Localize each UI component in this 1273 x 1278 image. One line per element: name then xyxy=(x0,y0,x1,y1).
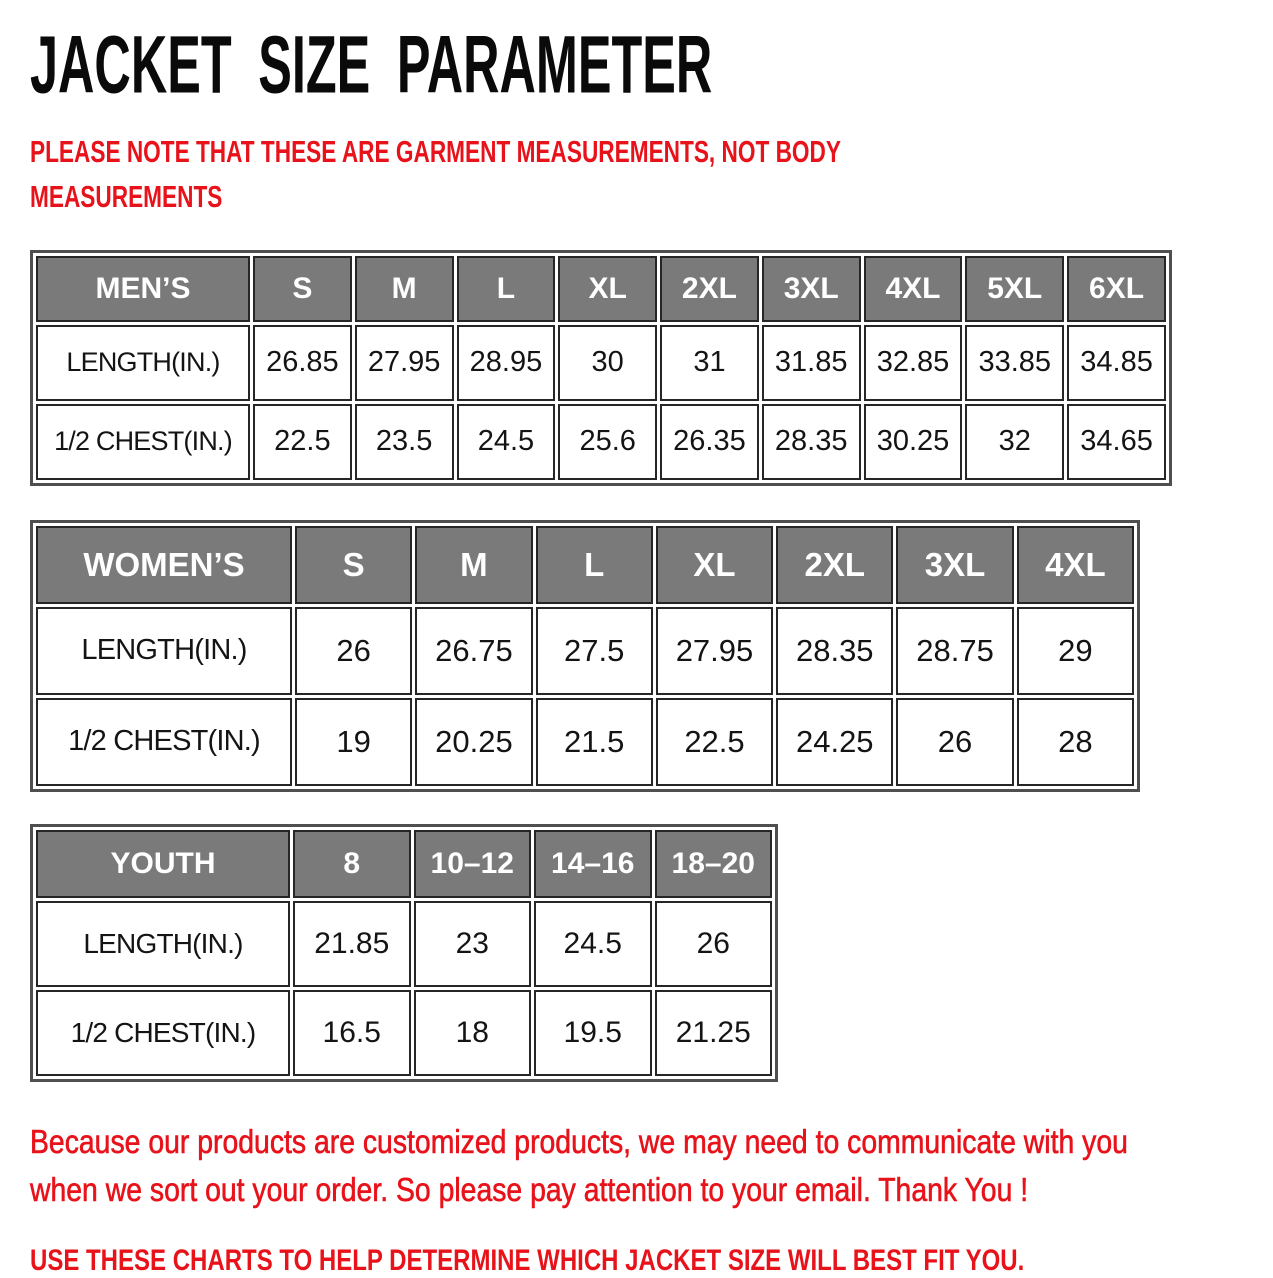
size-value-cell: 28 xyxy=(1017,698,1134,786)
size-value-cell: 20.25 xyxy=(415,698,532,786)
size-value-cell: 24.25 xyxy=(776,698,893,786)
size-value-cell: 34.85 xyxy=(1067,325,1166,401)
size-value-cell: 28.75 xyxy=(896,607,1013,695)
size-value-cell: 26.85 xyxy=(253,325,352,401)
size-column-header: M xyxy=(355,256,454,322)
youth-corner-label: YOUTH xyxy=(36,830,290,898)
page-title: JACKET SIZE PARAMETER xyxy=(30,18,713,110)
row-label: LENGTH(IN.) xyxy=(36,607,292,695)
size-value-cell: 19.5 xyxy=(534,990,652,1076)
custom-order-note: Because our products are customized products, we may need to communicate with you when we sort out your order. So please pay attention to your email. Thank You ! xyxy=(30,1122,1128,1208)
size-value-cell: 26 xyxy=(896,698,1013,786)
youth-data-row xyxy=(36,990,772,1076)
size-value-cell: 34.65 xyxy=(1067,404,1166,480)
mens-data-row xyxy=(36,325,1166,401)
size-column-header: 4XL xyxy=(864,256,963,322)
size-value-cell: 26 xyxy=(655,901,773,987)
size-value-cell: 29 xyxy=(1017,607,1134,695)
size-value-cell: 31.85 xyxy=(762,325,861,401)
size-column-header: 8 xyxy=(293,830,411,898)
size-value-cell: 28.95 xyxy=(457,325,556,401)
size-column-header: XL xyxy=(656,526,773,604)
size-value-cell: 27.95 xyxy=(656,607,773,695)
size-value-cell: 30.25 xyxy=(864,404,963,480)
size-value-cell: 23 xyxy=(414,901,532,987)
womens-data-row xyxy=(36,698,1134,786)
size-column-header: 3XL xyxy=(762,256,861,322)
womens-corner-label: WOMEN’S xyxy=(36,526,292,604)
row-label: 1/2 CHEST(IN.) xyxy=(36,698,292,786)
size-column-header: 4XL xyxy=(1017,526,1134,604)
size-value-cell: 24.5 xyxy=(457,404,556,480)
size-value-cell: 26.75 xyxy=(415,607,532,695)
size-value-cell: 21.85 xyxy=(293,901,411,987)
size-column-header: XL xyxy=(558,256,657,322)
mens-size-table xyxy=(30,250,1172,486)
size-value-cell: 28.35 xyxy=(762,404,861,480)
womens-data-row xyxy=(36,607,1134,695)
size-column-header: M xyxy=(415,526,532,604)
size-value-cell: 21.5 xyxy=(536,698,653,786)
size-value-cell: 32.85 xyxy=(864,325,963,401)
size-value-cell: 32 xyxy=(965,404,1064,480)
size-column-header: 5XL xyxy=(965,256,1064,322)
size-value-cell: 23.5 xyxy=(355,404,454,480)
row-label: 1/2 CHEST(IN.) xyxy=(36,404,250,480)
size-column-header: 18–20 xyxy=(655,830,773,898)
womens-size-table xyxy=(30,520,1140,792)
size-column-header: L xyxy=(457,256,556,322)
mens-header-row xyxy=(36,256,1166,322)
size-value-cell: 19 xyxy=(295,698,412,786)
size-column-header: S xyxy=(253,256,352,322)
size-column-header: 14–16 xyxy=(534,830,652,898)
size-column-header: 10–12 xyxy=(414,830,532,898)
size-value-cell: 21.25 xyxy=(655,990,773,1076)
row-label: 1/2 CHEST(IN.) xyxy=(36,990,290,1076)
size-value-cell: 26 xyxy=(295,607,412,695)
size-value-cell: 27.5 xyxy=(536,607,653,695)
size-value-cell: 25.6 xyxy=(558,404,657,480)
mens-corner-label: MEN’S xyxy=(36,256,250,322)
mens-data-row xyxy=(36,404,1166,480)
chart-usage-note: USE THESE CHARTS TO HELP DETERMINE WHICH JACKET SIZE WILL BEST FIT YOU. xyxy=(30,1243,1025,1277)
womens-header-row xyxy=(36,526,1134,604)
size-value-cell: 26.35 xyxy=(660,404,759,480)
size-value-cell: 31 xyxy=(660,325,759,401)
youth-size-table xyxy=(30,824,778,1082)
size-value-cell: 18 xyxy=(414,990,532,1076)
size-column-header: 6XL xyxy=(1067,256,1166,322)
youth-header-row xyxy=(36,830,772,898)
youth-data-row xyxy=(36,901,772,987)
size-column-header: L xyxy=(536,526,653,604)
size-value-cell: 22.5 xyxy=(656,698,773,786)
size-value-cell: 27.95 xyxy=(355,325,454,401)
size-value-cell: 33.85 xyxy=(965,325,1064,401)
size-value-cell: 24.5 xyxy=(534,901,652,987)
row-label: LENGTH(IN.) xyxy=(36,325,250,401)
size-value-cell: 22.5 xyxy=(253,404,352,480)
size-column-header: 2XL xyxy=(660,256,759,322)
size-value-cell: 28.35 xyxy=(776,607,893,695)
size-value-cell: 30 xyxy=(558,325,657,401)
size-column-header: S xyxy=(295,526,412,604)
size-value-cell: 16.5 xyxy=(293,990,411,1076)
size-column-header: 2XL xyxy=(776,526,893,604)
size-column-header: 3XL xyxy=(896,526,1013,604)
garment-measurement-note: PLEASE NOTE THAT THESE ARE GARMENT MEASUREMENTS, NOT BODY MEASUREMENTS xyxy=(30,134,841,214)
row-label: LENGTH(IN.) xyxy=(36,901,290,987)
